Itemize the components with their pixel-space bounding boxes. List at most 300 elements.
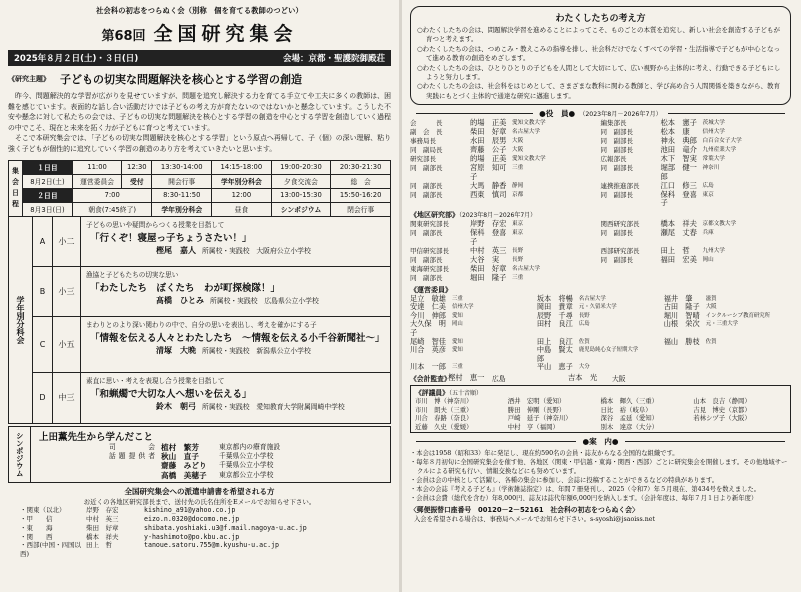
officer-affiliation: 岡山 <box>702 256 714 263</box>
notices-list <box>410 449 791 503</box>
officer-affiliation: 九州大学 <box>702 248 725 255</box>
dispatch-name: 田上 哲 <box>86 541 112 550</box>
steering-name: 古田 隆子 <box>663 302 700 312</box>
day2-time: 13:00-15:30 <box>271 188 331 202</box>
subcommittee-presenter <box>156 245 385 256</box>
regional-row <box>410 220 791 229</box>
day1-time: 12:30 <box>122 160 152 174</box>
member-affiliation: 東京都内の療育施設 <box>219 442 281 451</box>
officer-name: 堀田 隆子 <box>470 272 507 282</box>
officer-role: 同 副部長 <box>600 145 633 154</box>
dispatch-row <box>8 506 391 515</box>
title-row <box>8 19 391 46</box>
notices-heading-row <box>410 436 791 447</box>
officers-row <box>410 119 791 128</box>
steering-affiliation: 大分 <box>578 364 590 371</box>
steering-affiliation: 佐賀 <box>578 338 590 345</box>
presenter-name: 清塚 大晩 <box>156 344 196 355</box>
regional-entry <box>410 229 601 247</box>
day2-name: ２日目 <box>23 188 73 202</box>
symposium-member <box>109 443 382 452</box>
subcommittee-desc: 子どもの思いや疑問からつくる授業を目指して <box>86 220 225 229</box>
subcommittee-row <box>33 317 390 373</box>
subcommittee-body <box>81 317 390 372</box>
schedule-label: 集会日程 <box>9 160 23 216</box>
officer-name: 福田 宏美 <box>660 254 697 264</box>
officers-row <box>410 146 791 155</box>
subcommittee-rows <box>33 217 390 423</box>
dispatch-region: ・西部(中国・四国以西) <box>20 541 82 559</box>
officer-name: 齊藤 公子 <box>470 144 507 154</box>
regional-list <box>410 220 791 282</box>
officers-row <box>410 155 791 164</box>
committee-member: 日比 裕（岐阜） <box>600 405 652 414</box>
officer-role: 同 副部長 <box>600 229 633 238</box>
committee-row <box>415 406 786 415</box>
regional-entry <box>601 274 792 283</box>
officer-role: 甲信研究部長 <box>410 247 449 256</box>
officer-name: 保科 登喜子 <box>660 189 697 208</box>
subcommittee-grade: 小五 <box>53 317 81 372</box>
officer-role: 広報部長 <box>600 154 627 163</box>
member-name: 植村 繁芳 <box>161 442 199 452</box>
steering-name: 安達 仁美 <box>410 302 446 312</box>
steering-name: 福井 肇 <box>663 293 693 303</box>
steering-affiliation: 鹿児島純心女子短期大学 <box>578 347 639 354</box>
auditor-name: 吉本 光 <box>568 373 598 382</box>
committee-member: 中村 亨（福岡） <box>507 422 559 431</box>
steering-row <box>410 295 791 304</box>
subcommittee-id: A <box>33 217 53 266</box>
day2-item: シンポジウム <box>271 202 331 216</box>
notice-item: ・本会は1958（昭和33）年に発足し、現在約590名の会員・誌友からなる全国的な組織です。 <box>410 450 679 458</box>
date-band <box>8 50 391 66</box>
dispatch-row <box>8 515 391 524</box>
our-ideas-title: わたくしたちの考え方 <box>555 14 646 24</box>
intro-paragraph-2: そこで本研究集会では、「子どもの切実な問題解決を核心とする学習」という原点へ再帰して、子（個）の深い理解、粘り強く子どもが個性的に追究していく学習の創造のあり方を考えていきたいと思います。 <box>8 134 391 153</box>
dispatch-email[interactable]: tanoue.satoru.755@m.kyushu-u.ac.jp <box>144 541 279 550</box>
steering-name <box>664 346 706 363</box>
our-ideas-item: ○わたくしたちの会は、ひとりひとりの子どもを人間として大切にして、広い視野から主体的に考え、行動できる子どもにしようと努力します。 <box>417 63 781 82</box>
dispatch-name: 橋本 祥夫 <box>86 532 119 541</box>
member-role: 話題提供者 <box>109 451 155 460</box>
steering-affiliation: 長野 <box>578 312 590 319</box>
steering-name: 中島 賢太郎 <box>536 345 573 363</box>
dispatch-region: ・関東（以北） <box>20 506 66 515</box>
day1-item: 受付 <box>122 174 152 188</box>
regional-row <box>410 274 791 283</box>
subcommittee-presenter <box>156 401 385 412</box>
divider <box>416 441 576 442</box>
officer-affiliation: 名古屋大学 <box>512 265 540 272</box>
officer-role: 同 副部長 <box>600 128 633 137</box>
our-ideas-box <box>410 6 791 105</box>
officer-role: 同 副部長 <box>600 137 633 146</box>
member-name: 齋藤 みどり <box>161 461 207 471</box>
officer-role <box>601 274 661 283</box>
schedule-table <box>8 160 391 217</box>
steering-row <box>410 346 791 363</box>
officer-affiliation: 静岡 <box>512 182 524 189</box>
subcommittee-desc: 素直に思い・考えを表現し合う授業を目指して <box>86 376 225 385</box>
committee-member: 若林シヅ子（大阪） <box>693 414 751 423</box>
officers-row <box>410 137 791 146</box>
regional-period: （2023年8月－2026年7月） <box>459 212 537 220</box>
officer-name <box>661 274 703 283</box>
committee-member: 川合 春路（奈良） <box>415 414 473 423</box>
officer-role: 編集部長 <box>600 119 627 128</box>
presenter-affiliation: 所属校・実践校 広島県公立小学校 <box>210 296 319 305</box>
day2-time: 15:50-16:20 <box>331 188 391 202</box>
presenter-affiliation: 所属校・実践校 大阪府公立小学校 <box>202 246 311 255</box>
officer-affiliation: 名古屋大学 <box>512 129 540 136</box>
divider <box>416 113 533 114</box>
symposium-body <box>31 427 390 483</box>
committee-member: 戸崎 延子（神奈川） <box>507 414 572 423</box>
regional-heading: 《地区研究部》 <box>410 211 459 220</box>
committee-member: 市川 博（神奈川） <box>415 397 473 405</box>
officer-name: 的場 正美 <box>470 118 507 128</box>
officer-name: 柴田 好章 <box>470 127 507 137</box>
officer-affiliation: 京都文教大学 <box>702 221 737 228</box>
subcommittee-id: B <box>33 267 53 316</box>
dispatch-region: ・甲 信 <box>20 514 53 523</box>
presenter-affiliation: 所属校・実践校 新潟県公立小学校 <box>202 346 311 355</box>
day1-time: 19:00-20:30 <box>271 160 331 174</box>
officer-name: 江口 修三 <box>660 180 697 190</box>
steering-name: 田上 良江 <box>536 336 573 346</box>
steering-entry <box>410 320 537 337</box>
subcommittee-grade: 小二 <box>53 217 81 266</box>
symposium-member <box>109 452 382 461</box>
steering-name: 平山 恵子 <box>536 362 573 372</box>
day1-item: 開会行事 <box>152 174 212 188</box>
symposium-member <box>109 461 382 470</box>
steering-heading: 《運営委員》 <box>410 285 452 294</box>
dispatch-name: 岸野 存宏 <box>86 506 119 515</box>
steering-entry <box>537 320 664 337</box>
day2-time: 7:00 <box>72 188 152 202</box>
symposium-member <box>109 471 382 480</box>
officer-role: 同 副部長 <box>410 255 443 264</box>
officers-row <box>410 128 791 137</box>
page-title: 全国研究集会 <box>153 23 298 45</box>
subcommittee-row <box>33 373 390 423</box>
notices-heading: ●案 内● <box>582 437 619 447</box>
steering-entry <box>410 363 537 372</box>
officer-name: 西東 慎司 <box>470 189 507 199</box>
officer-role: 研究部長 <box>410 154 436 163</box>
officer-role: 西部研究部長 <box>600 247 640 256</box>
regional-entry <box>410 247 601 256</box>
audit-item <box>568 373 688 383</box>
steering-affiliation: 滋賀 <box>705 295 717 302</box>
steering-name: 坂本 将暢 <box>536 293 573 303</box>
steering-entry <box>664 338 791 347</box>
subcommittee-body <box>81 217 390 266</box>
notice-item: ・会員は会の中核として活躍し、各種の集会に参加し、会誌に投稿することができるなどの特典があります。 <box>410 477 719 485</box>
officer-name: 中村 英三 <box>470 246 507 256</box>
meeting-venue: 会場：京都・聖護院御殿荘 <box>282 54 385 64</box>
steering-affiliation: 信州大学 <box>452 304 474 311</box>
steering-name: 大久保 明子 <box>410 319 446 338</box>
officer-affiliation: 東京 <box>512 230 524 237</box>
steering-affiliation: 広島 <box>578 321 590 328</box>
day1-item: 夕食交流会 <box>271 174 331 188</box>
dispatch-email[interactable]: kishino_a91@yahoo.co.jp <box>144 506 236 515</box>
officer-role: 同 副部長 <box>410 273 443 282</box>
presenter-name: 髙橋 ひとみ <box>156 294 204 305</box>
subcommittee-label: 学年別分科会 <box>9 217 33 423</box>
officer-name: 瀬尾 丈春 <box>660 228 697 238</box>
org-name: 社会科の初志をつらぬく会（別称 個を育てる教師のつどい） <box>96 6 303 15</box>
officer-name: 水田 辰男 <box>470 136 507 146</box>
officer-affiliation: 信州大学 <box>702 129 725 136</box>
officer-affiliation: 三重 <box>512 274 524 281</box>
committee-member <box>693 423 786 432</box>
committee-member: 酒井 宏明（愛知） <box>507 397 566 405</box>
member-affiliation: 千葉県公立小学校 <box>219 451 274 460</box>
committee-member: 別木 達彦（大分） <box>600 422 659 431</box>
steering-affiliation: 愛知 <box>452 347 463 354</box>
subcommittee-title: 「わたしたち ぼくたち わが町探検隊！」 <box>90 282 281 294</box>
dispatch-row <box>8 524 391 533</box>
member-name: 高橋 美穂子 <box>161 470 207 480</box>
officer-name: 岸野 存宏 <box>470 219 507 229</box>
officers-entry <box>601 164 792 182</box>
steering-affiliation: 愛知 <box>452 312 463 319</box>
steering-name: 山根 栄次 <box>663 319 700 329</box>
officer-affiliation: 長野 <box>512 256 524 263</box>
committee-sub: （五十音順） <box>448 390 482 397</box>
regional-row <box>410 256 791 265</box>
officer-name: 大谷 実 <box>470 254 500 264</box>
steering-affiliation: 三重 <box>452 295 463 302</box>
officer-name: 堀部 健一郎 <box>660 162 697 181</box>
dispatch-title: 全国研究集会への派遣申請書を希望される方 <box>124 487 275 497</box>
steering-entry <box>664 346 791 363</box>
regional-entry <box>601 229 792 247</box>
subcommittee-desc: 漁協と子どもたちの切実な思い <box>86 270 179 279</box>
subcommittee-title: 「行くぞ！寝屋っ子ちょうさたい！」 <box>90 232 252 244</box>
subcommittee-body <box>81 373 390 423</box>
officers-row <box>410 182 791 191</box>
officer-name: 橋本 祥夫 <box>660 219 697 229</box>
officers-list <box>410 119 791 208</box>
steering-name: 辰野 千尋 <box>536 310 573 320</box>
officers-entry <box>601 119 792 128</box>
day2-item: 朝食(7:45終了) <box>72 202 152 216</box>
committee-member: 市川 朗夫（三重） <box>415 405 473 414</box>
officer-affiliation: 常葉大学 <box>702 155 725 162</box>
presenter-name: 樫尾 嘉人 <box>156 244 196 255</box>
steering-name: 今川 伸郎 <box>410 310 446 320</box>
officer-name: 保科 登喜子 <box>470 228 507 247</box>
officer-affiliation: 神奈川 <box>702 164 720 171</box>
theme-text: 子どもの切実な問題解決を核心とする学習の創造 <box>60 73 302 86</box>
officer-role: 事務局長 <box>410 137 436 146</box>
committee-member: 吉見 博史（京都） <box>693 405 751 414</box>
subcommittee-title: 「情報を伝える人々とわたしたち 〜情報を伝える小千谷新聞社〜」 <box>90 332 385 344</box>
steering-affiliation: インクルーシブ教育研究所 <box>705 312 771 319</box>
officers-heading-row <box>410 108 791 119</box>
officer-affiliation: 東京 <box>702 191 714 198</box>
notice-item: ・本会の会誌『考える子ども』（学術雑誌指定）は、年間７冊発刊し、2025（令和7）年５月現在、第434号を数えました。 <box>410 486 761 494</box>
subcommittee-row <box>33 267 390 317</box>
officer-affiliation: 九州産業大学 <box>702 146 737 153</box>
day1-item: 運営委員会 <box>72 174 121 188</box>
day2-time: 12:00 <box>212 188 272 202</box>
officer-role: 同 副部長 <box>600 163 633 172</box>
officers-heading: ●役 員● <box>539 109 576 119</box>
officer-affiliation: 白百合女子大学 <box>702 138 742 145</box>
committee-heading-row <box>415 387 786 397</box>
steering-name: 川本 一郎 <box>410 362 446 372</box>
steering-entry <box>537 363 664 372</box>
subcommittee-body <box>81 267 390 316</box>
presenter-affiliation: 所属校・実践校 愛知教育大学附属岡崎中学校 <box>202 402 345 411</box>
officers-entry <box>410 191 601 209</box>
steering-affiliation: 三重 <box>452 364 463 371</box>
subcommittee-grade: 中三 <box>53 373 81 423</box>
officer-name: 田上 哲 <box>660 246 690 256</box>
member-role <box>109 471 155 480</box>
officer-affiliation: 愛知文教大学 <box>512 155 546 162</box>
steering-name: 足立 敏雄 <box>410 293 446 303</box>
dispatch-email[interactable]: y-hashimoto@po.kbu.ac.jp <box>144 532 240 541</box>
day2-item: 学年別分科会 <box>152 202 212 216</box>
officer-affiliation: 大阪 <box>512 138 524 145</box>
our-ideas-item: ○わたくしたちの会は、社会科をはじめとして、さまざまな教科に関わる教師と、学び高め合う人間関係を築きながら、教育実践にもとづく主体的で通達な研究に邁進します。 <box>417 82 781 100</box>
dispatch-subtitle: お近くの各地区研究部長まで、送付先の氏名住所をEメールでお知らせ下さい。 <box>83 498 316 507</box>
committee-row <box>415 397 786 406</box>
dispatch-name: 中村 英三 <box>86 514 119 523</box>
regional-heading-row <box>410 210 791 220</box>
officer-affiliation: 東京 <box>512 221 524 228</box>
steering-row <box>410 320 791 337</box>
day2-item: 昼食 <box>212 202 272 216</box>
steering-name: 岡田 貴章 <box>536 302 573 312</box>
divider <box>668 113 785 114</box>
auditor-affiliation: 広島 <box>492 375 506 383</box>
officer-name <box>661 265 703 274</box>
committee-member: 勝田 伸剛（長野） <box>507 405 566 414</box>
steering-row <box>410 338 791 347</box>
steering-list <box>410 295 791 372</box>
officers-entry <box>601 191 792 209</box>
regional-entry <box>601 265 792 274</box>
subcommittee-grade: 小三 <box>53 267 81 316</box>
officer-affiliation: 広島 <box>702 182 714 189</box>
officer-role: 関西研究部長 <box>600 220 640 229</box>
audit-row <box>410 373 791 383</box>
officer-affiliation: 京都 <box>512 191 524 198</box>
officer-role: 連携推進部長 <box>600 181 640 190</box>
member-affiliation: 東京都公立小学校 <box>219 470 274 479</box>
subcommittee-presenter <box>156 295 385 306</box>
subcommittee-section <box>8 217 391 424</box>
dispatch-email[interactable]: shibata.yoshiaki.u3@f.mail.nagoya-u.ac.jp <box>144 523 307 532</box>
steering-affiliation: 元・久留米大学 <box>578 304 617 311</box>
regional-row <box>410 247 791 256</box>
steering-name: 田村 良江 <box>536 319 573 329</box>
steering-affiliation: 佐賀 <box>705 338 717 345</box>
day1-name: １日目 <box>23 160 73 174</box>
officer-role <box>601 265 661 274</box>
subcommittee-title: 「和蝋燭で大切な人へ想いを伝える」 <box>90 388 252 400</box>
symposium-section <box>8 426 391 484</box>
day1-time: 20:30-21:30 <box>331 160 391 174</box>
dispatch-row <box>8 541 391 559</box>
day2-item: 閉会行事 <box>331 202 391 216</box>
steering-name: 尾崎 智佳 <box>410 336 446 346</box>
meeting-number: 第68回 <box>101 29 146 44</box>
presenter-name: 鈴木 朝弓 <box>156 400 196 411</box>
member-role <box>109 461 155 470</box>
committee-member: 近藤 久史（愛媛） <box>415 422 473 431</box>
symposium-label: シンポジウム <box>9 427 31 483</box>
day1-time: 11:00 <box>72 160 121 174</box>
steering-row <box>410 363 791 372</box>
divider <box>625 441 785 442</box>
regional-row <box>410 229 791 247</box>
officer-role: 関東研究部長 <box>410 220 449 229</box>
officer-name: 松本 憲子 <box>660 118 697 128</box>
day1-time: 13:30-14:00 <box>152 160 212 174</box>
steering-entry <box>410 346 537 363</box>
committee-row <box>415 414 786 423</box>
officers-row <box>410 164 791 182</box>
day1-time: 14:15-18:00 <box>212 160 272 174</box>
committee-heading: 《評議員》 <box>415 389 449 397</box>
officer-role: 同 副部長 <box>410 163 443 172</box>
subcommittee-id: D <box>33 373 53 423</box>
our-ideas-item: ○わたくしたちの会は、つめこみ・教えこみの指導を排し、社会科だけでなくすべての学習・生活指導で子どもが中心となって進める教育の創造をめざします。 <box>417 44 781 63</box>
steering-affiliation: 元・三重大学 <box>705 321 739 328</box>
subcommittee-id: C <box>33 317 53 372</box>
steering-entry <box>664 363 791 372</box>
officer-affiliation: 茨城大学 <box>702 120 725 127</box>
dispatch-email[interactable]: eizo.n.0320@docomo.ne.jp <box>144 514 240 523</box>
officer-affiliation: 兵庫 <box>702 230 714 237</box>
subcommittee-desc: まわりとのより深い関わりの中で、自分の思いを表出し、考えを確かにする子 <box>86 320 317 329</box>
officer-role: 同 副局長 <box>410 145 443 154</box>
dispatch-region: ・東 海 <box>20 523 53 532</box>
committee-member: 深谷 孟延（愛知） <box>600 414 659 423</box>
steering-affiliation: 大阪 <box>705 304 717 311</box>
notice-item: ・会員は会費（総代を含む）年8,000円、誌友は誌代年額6,000円を納入します。（会計年度は、毎年７月１日より新年度） <box>410 495 758 503</box>
officers-row <box>410 191 791 209</box>
audit-item <box>448 373 568 383</box>
committee-box <box>410 385 791 433</box>
meeting-dates: 2025年８月２日(土)・３日(日) <box>14 54 139 64</box>
audit-heading: 《会計監査》 <box>410 375 451 383</box>
steering-entry <box>537 346 664 363</box>
officers-entry <box>410 164 601 182</box>
steering-affiliation: 名古屋大学 <box>578 295 606 302</box>
theme-tag: 《研究主題》 <box>8 75 50 83</box>
subcommittee-row <box>33 217 390 267</box>
officer-role: 同 副部長 <box>600 255 633 264</box>
steering-name: 福山 勝枝 <box>663 336 700 346</box>
officer-name: 的場 正美 <box>470 153 507 163</box>
day2-date: 8月3日(日) <box>23 202 73 216</box>
officers-period: （2023年8月－2026年7月） <box>579 111 662 119</box>
officer-name: 木下 智実 <box>660 153 697 163</box>
postal-subtext: 入会を希望される場合は、事務局へメールでお知らせ下さい。s-syoshi@jsaoiss.net <box>414 516 656 524</box>
day1-date: 8月2日(土) <box>23 174 73 188</box>
member-affiliation: 千葉県公立小学校 <box>219 461 274 470</box>
